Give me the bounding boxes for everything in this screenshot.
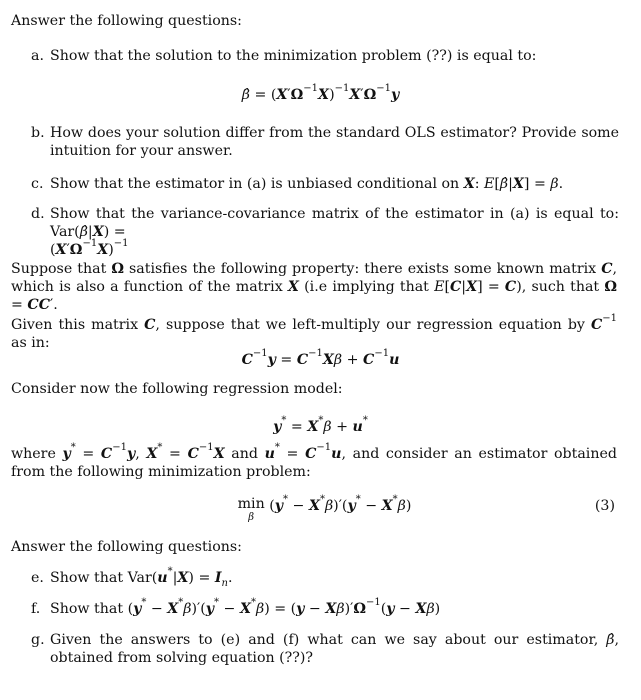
question-g-text: Given the answers to (e) and (f) what can we say about our estimator, xyxy=(50,632,599,648)
paragraph-given: Given this matrix C, suppose that we left-multiply our regression equation by $C^{-1}$ as in: xyxy=(11,313,618,351)
question-e-label: e. xyxy=(31,570,44,586)
question-b-text: How does your solution differ from the standard OLS estimator? Provide some intuition for your answer. xyxy=(50,125,619,159)
equation-transformed: $C^{-1}y = C^{-1}X\beta + C^{-1}u$ xyxy=(241,348,400,368)
question-a xyxy=(31,47,619,65)
question-f xyxy=(31,597,619,618)
question-c-label: c. xyxy=(31,176,44,192)
question-f-label: f. xyxy=(31,601,41,617)
where-text-2: and xyxy=(231,446,258,462)
question-d-label: d. xyxy=(31,206,45,222)
where-text-3: , and consider an estimator obtained from the following minimization problem: xyxy=(11,446,617,480)
given-text-1: Given this matrix xyxy=(11,317,139,333)
paragraph-suppose: Suppose that Ω satisfies the following property: there exists some known matrix C, which is also a function of the matrix X (i.e implying that E[C|X] = C), such that Ω = CC′. xyxy=(11,261,618,313)
question-d-text: Show that the variance-covariance matrix of the estimator in (a) is equal to: xyxy=(50,206,619,222)
where-text-1: where xyxy=(11,446,56,462)
question-g xyxy=(31,631,619,667)
equation-star-model: y* = X*β + u* xyxy=(273,415,368,435)
min-word: min xyxy=(237,496,265,512)
question-e xyxy=(31,566,619,589)
intro-heading-2: Answer the following questions: xyxy=(11,539,242,555)
question-g-label: g. xyxy=(31,632,45,648)
question-e-text: Show that xyxy=(50,570,124,586)
question-c-body: Show that the estimator in (a) is unbiased conditional on X: E[β̂|X] = β. xyxy=(50,176,564,192)
suppose-text-1: Suppose that xyxy=(11,261,107,277)
given-text-2: , suppose that we left-multiply our regression equation by xyxy=(155,317,585,333)
intro-heading-1: Answer the following questions: xyxy=(11,13,242,29)
question-d xyxy=(31,205,619,259)
paragraph-consider: Consider now the following regression model: xyxy=(11,381,343,397)
question-b-label: b. xyxy=(31,125,45,141)
suppose-text-3: , which is also a function of the matrix xyxy=(11,261,618,295)
min-operator: min β xyxy=(237,496,265,523)
paragraph-where: where $y^* = C^{-1}y$, $X^* = C^{-1}X$ and $u^* = C^{-1}u$, and consider an estimator obtained from the following minimization problem: xyxy=(11,442,617,480)
given-text-3: as in: xyxy=(11,335,50,351)
equation-3: min β (y* − X*β)′(y* − X*β) xyxy=(237,494,412,523)
question-g-text-2: , obtained from solving equation (??)? xyxy=(50,632,619,666)
equation-3-number: (3) xyxy=(594,498,615,514)
question-c xyxy=(31,175,619,193)
question-b xyxy=(31,124,619,160)
question-c-text: Show that the estimator in (a) is unbiased conditional on xyxy=(50,176,460,192)
question-f-text: Show that xyxy=(50,601,124,617)
equation-beta-gls: β̂ = $(X'\Omega^{-1}X)^{-1}X'\Omega^{-1}y$ xyxy=(241,83,400,103)
suppose-text-4: (i.e implying that xyxy=(304,279,429,295)
question-g-body: Given the answers to (e) and (f) what can we say about our estimator, β̂, obtained from solving equation (??)? xyxy=(50,632,619,666)
question-a-label: a. xyxy=(31,48,44,64)
question-d-body: Show that the variance-covariance matrix of the estimator in (a) is equal to: Var(β̂|X) = $(X'\Omega^{-1}X)^{-1}$ xyxy=(50,206,619,258)
suppose-text-2: satisfies the following property: there exists some known matrix xyxy=(129,261,597,277)
question-e-body: Show that $Var(u^*|X) = I_n$. xyxy=(50,566,233,589)
question-a-text: Show that the solution to the minimization problem (??) is equal to: xyxy=(50,48,537,64)
suppose-text-5: ), such that xyxy=(516,279,600,295)
question-f-body: Show that $(y^* - X^*\beta)'(y^* - X^*\beta) = (y - X\beta)'\Omega^{-1}(y - X\beta)$ xyxy=(50,597,441,617)
